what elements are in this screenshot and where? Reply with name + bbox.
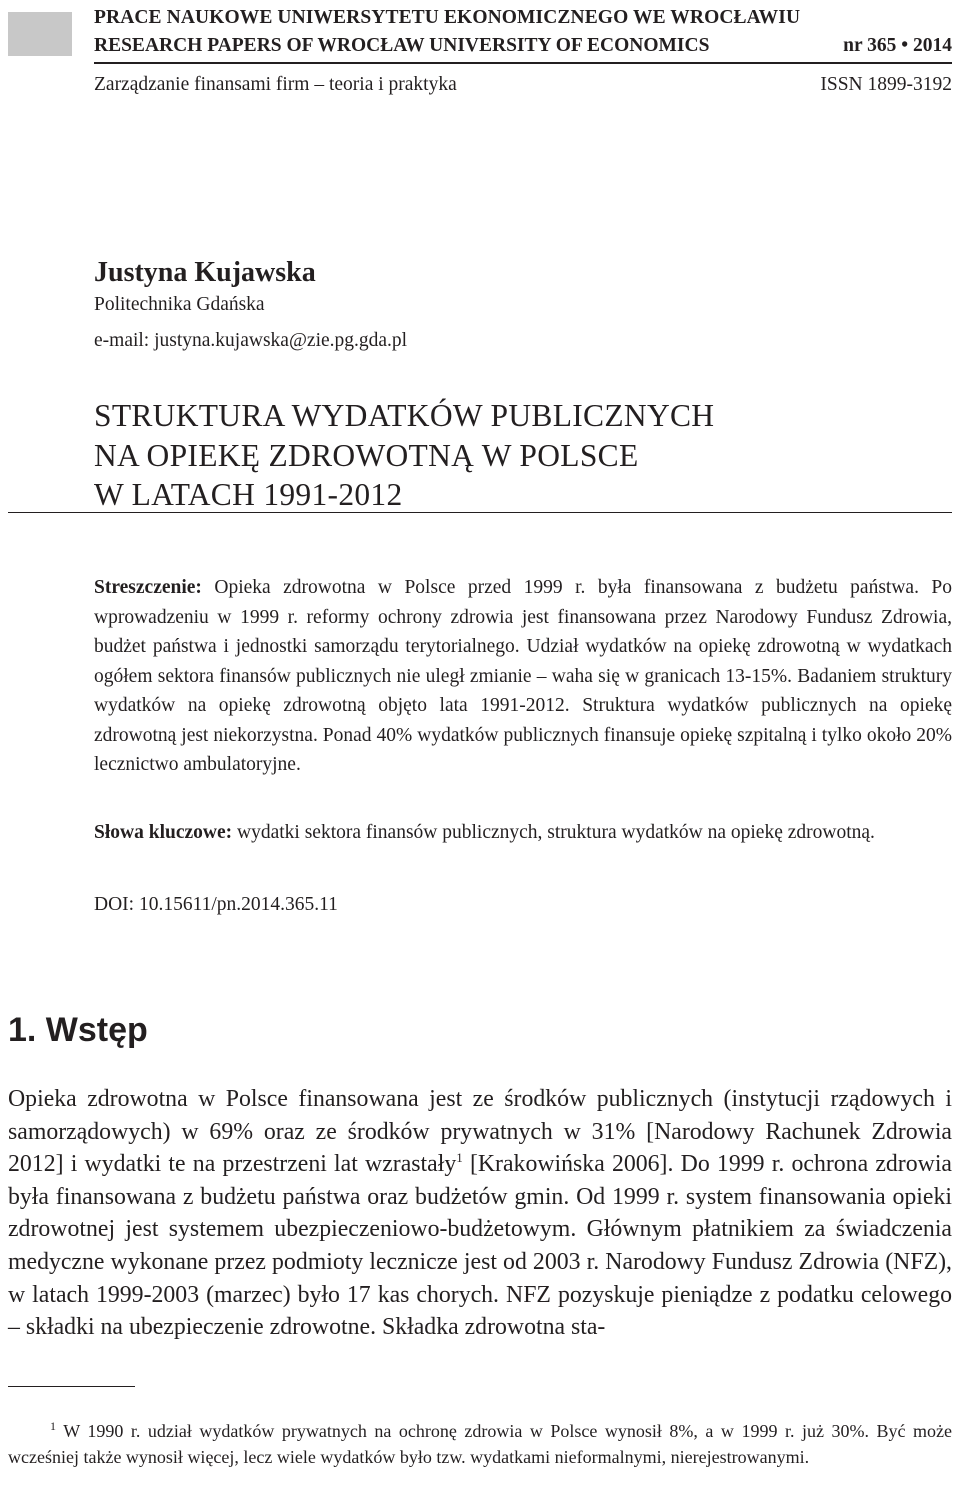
journal-name-english: RESEARCH PAPERS OF WROCŁAW UNIVERSITY OF ECONOMICS — [94, 35, 710, 56]
journal-name-polish: PRACE NAUKOWE UNIWERSYTETU EKONOMICZNEGO WE WROCŁAWIU — [94, 7, 801, 28]
issue-number: nr 365 • 2014 — [843, 35, 952, 56]
section-body — [8, 1083, 952, 1344]
abstract-label: Streszczenie: — [94, 577, 202, 598]
author-affiliation: Politechnika Gdańska — [94, 294, 265, 315]
footnote-divider — [8, 1386, 135, 1387]
section-heading: 1. Wstęp — [8, 1011, 148, 1049]
header-gray-block — [8, 12, 72, 56]
header-divider — [94, 62, 952, 64]
issn: ISSN 1899-3192 — [820, 74, 952, 95]
abstract — [94, 573, 952, 780]
keywords-text: wydatki sektora finansów publicznych, struktura wydatków na opiekę zdrowotną. — [232, 822, 875, 843]
footnote — [8, 1419, 952, 1470]
author-email: e-mail: justyna.kujawska@zie.pg.gda.pl — [94, 330, 408, 351]
series-title: Zarządzanie finansami firm – teoria i praktyka — [94, 74, 457, 95]
doi: DOI: 10.15611/pn.2014.365.11 — [94, 894, 338, 915]
title-line: STRUKTURA WYDATKÓW PUBLICZNYCH — [94, 398, 715, 433]
paper-title — [94, 396, 714, 515]
keywords-label: Słowa kluczowe: — [94, 822, 233, 843]
footnote-text: W 1990 r. udział wydatków prywatnych na ochronę zdrowia w Polsce wynosił 8%, a w 1999 r. już 30%. Być może wcześniej także wynosił więcej, lecz wiele wydatków było tzw. wydatkami nieformalnymi, nierejestrowanymi. — [8, 1421, 952, 1467]
title-line: NA OPIEKĘ ZDROWOTNĄ W POLSCE — [94, 437, 639, 473]
footnote-reference: 1 — [456, 1150, 463, 1166]
title-divider — [8, 512, 952, 513]
body-text-part: [Krakowińska 2006]. Do 1999 r. ochrona zdrowia była finansowana z budżetu państwa oraz budżetów gmin. Od 1999 r. system finansowania opieki zdrowotnej jest systemem ubezpieczeniowo-budżetowym. Głównym płatnikiem za świadczenia medyczne wykonane przez podmioty lecznicze jest od 2003 r. Narodowy Fundusz Zdrowia (NFZ), w latach 1999-2003 (marzec) było 17 kas chorych. NFZ pozyskuje pieniądze z podatku celowego – składki na ubezpieczenie zdrowotne. Składka zdrowotna sta- — [8, 1151, 952, 1341]
title-line: W LATACH 1991-2012 — [94, 477, 403, 512]
keywords — [94, 818, 952, 848]
body-text-part: Opieka zdrowotna w Polsce finansowana jest ze środków publicznych (instytucji rządowych i samorządowych) w 69% oraz ze środków prywatnych w 31% [Narodowy Rachunek Zdrowia 2012] i wydatki te na przestrzeni lat wzrastały — [8, 1086, 952, 1178]
footnote-number: 1 — [50, 1419, 56, 1433]
abstract-text: Opieka zdrowotna w Polsce przed 1999 r. była finansowana z budżetu państwa. Po wprowadzeniu w 1999 r. reformy ochrony zdrowia jest finansowana przez Narodowy Fundusz Zdrowia, budżet państwa i jednostki samorządu terytorialnego. Udział wydatków na opiekę zdrowotną w wydatkach ogółem sektora finansów publicznych nie uległ zmianie – waha się w granicach 13-15%. Badaniem struktury wydatków na opiekę zdrowotną objęto lata 1991-2012. Struktura wydatków publicznych na opiekę zdrowotną jest niekorzystna. Ponad 40% wydatków publicznych finansuje opiekę szpitalną i tylko około 20% lecznictwo ambulatoryjne. — [94, 577, 952, 775]
author-name: Justyna Kujawska — [94, 257, 316, 288]
